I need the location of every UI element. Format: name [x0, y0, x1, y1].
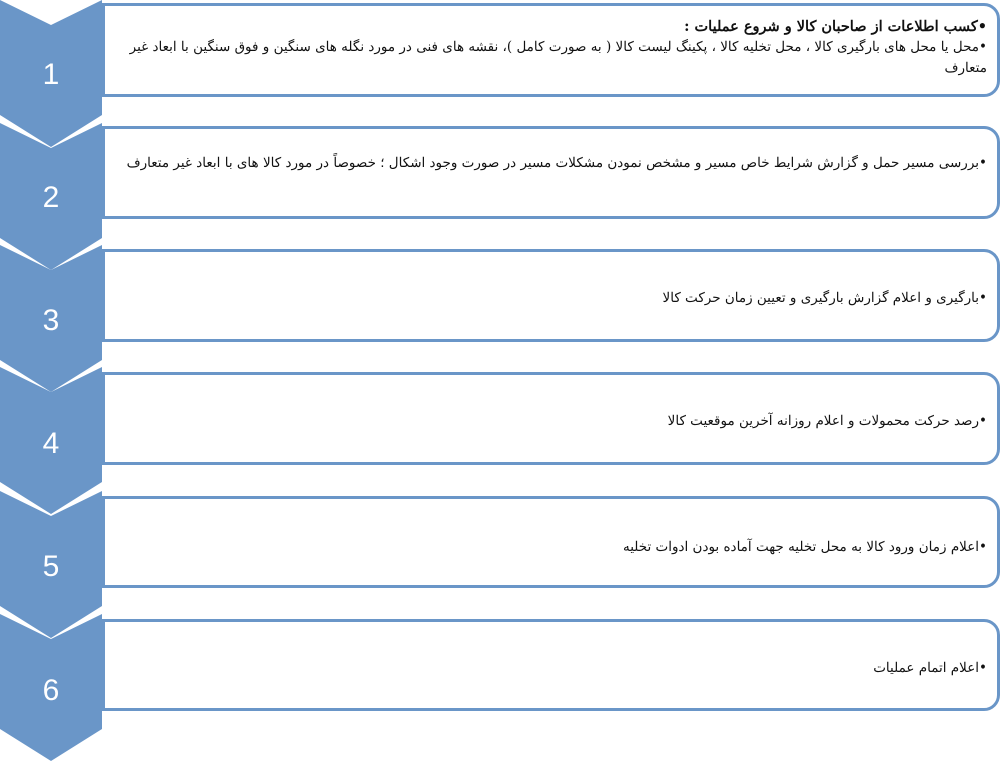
step-6-box: [102, 619, 1000, 711]
step-2-text: [115, 153, 987, 174]
step-4-box: [102, 372, 1000, 465]
step-1-title: •کسب اطلاعات از صاحبان کالا و شروع عملیات :: [684, 18, 987, 35]
step-4-text: [115, 411, 987, 432]
step-3-detail: •بارگیری و اعلام گزارش بارگیری و تعیین زمان حرکت کالا: [662, 290, 987, 306]
step-4-detail: •رصد حرکت محمولات و اعلام روزانه آخرین موقعیت کالا: [667, 413, 987, 429]
step-5-number: 5: [42, 550, 60, 583]
step-5-detail: •اعلام زمان ورود کالا به محل تخلیه جهت آماده بودن ادوات تخلیه: [622, 539, 987, 555]
step-3-text: [115, 288, 987, 309]
step-4-number: 4: [42, 427, 60, 460]
step-1-text: [115, 16, 987, 79]
step-3-box: [102, 249, 1000, 342]
step-2-detail: •بررسی مسیر حمل و گزارش شرایط خاص مسیر و مشخص نمودن مشکلات مسیر در صورت وجود اشکال ؛ خصوصاً در مورد کالا های با ابعاد غیر متعارف: [126, 155, 987, 171]
step-2-number: 2: [42, 181, 60, 214]
step-6-text: [115, 658, 987, 679]
step-5-text: [115, 537, 987, 558]
step-5-box: [102, 496, 1000, 588]
step-1-detail: •محل یا محل های بارگیری کالا ، محل تخلیه کالا ، پکینگ لیست کالا ( به صورت کامل )، نقشه های فنی در مورد نگله های سنگین و فوق سنگین با ابعاد غیر متعارف: [129, 39, 987, 76]
step-3-number: 3: [42, 304, 60, 337]
step-1-number: 1: [42, 58, 60, 91]
step-6-number: 6: [42, 674, 60, 707]
step-6-detail: •اعلام اتمام عملیات: [873, 660, 987, 676]
step-1-box: [102, 3, 1000, 97]
step-2-box: [102, 126, 1000, 219]
